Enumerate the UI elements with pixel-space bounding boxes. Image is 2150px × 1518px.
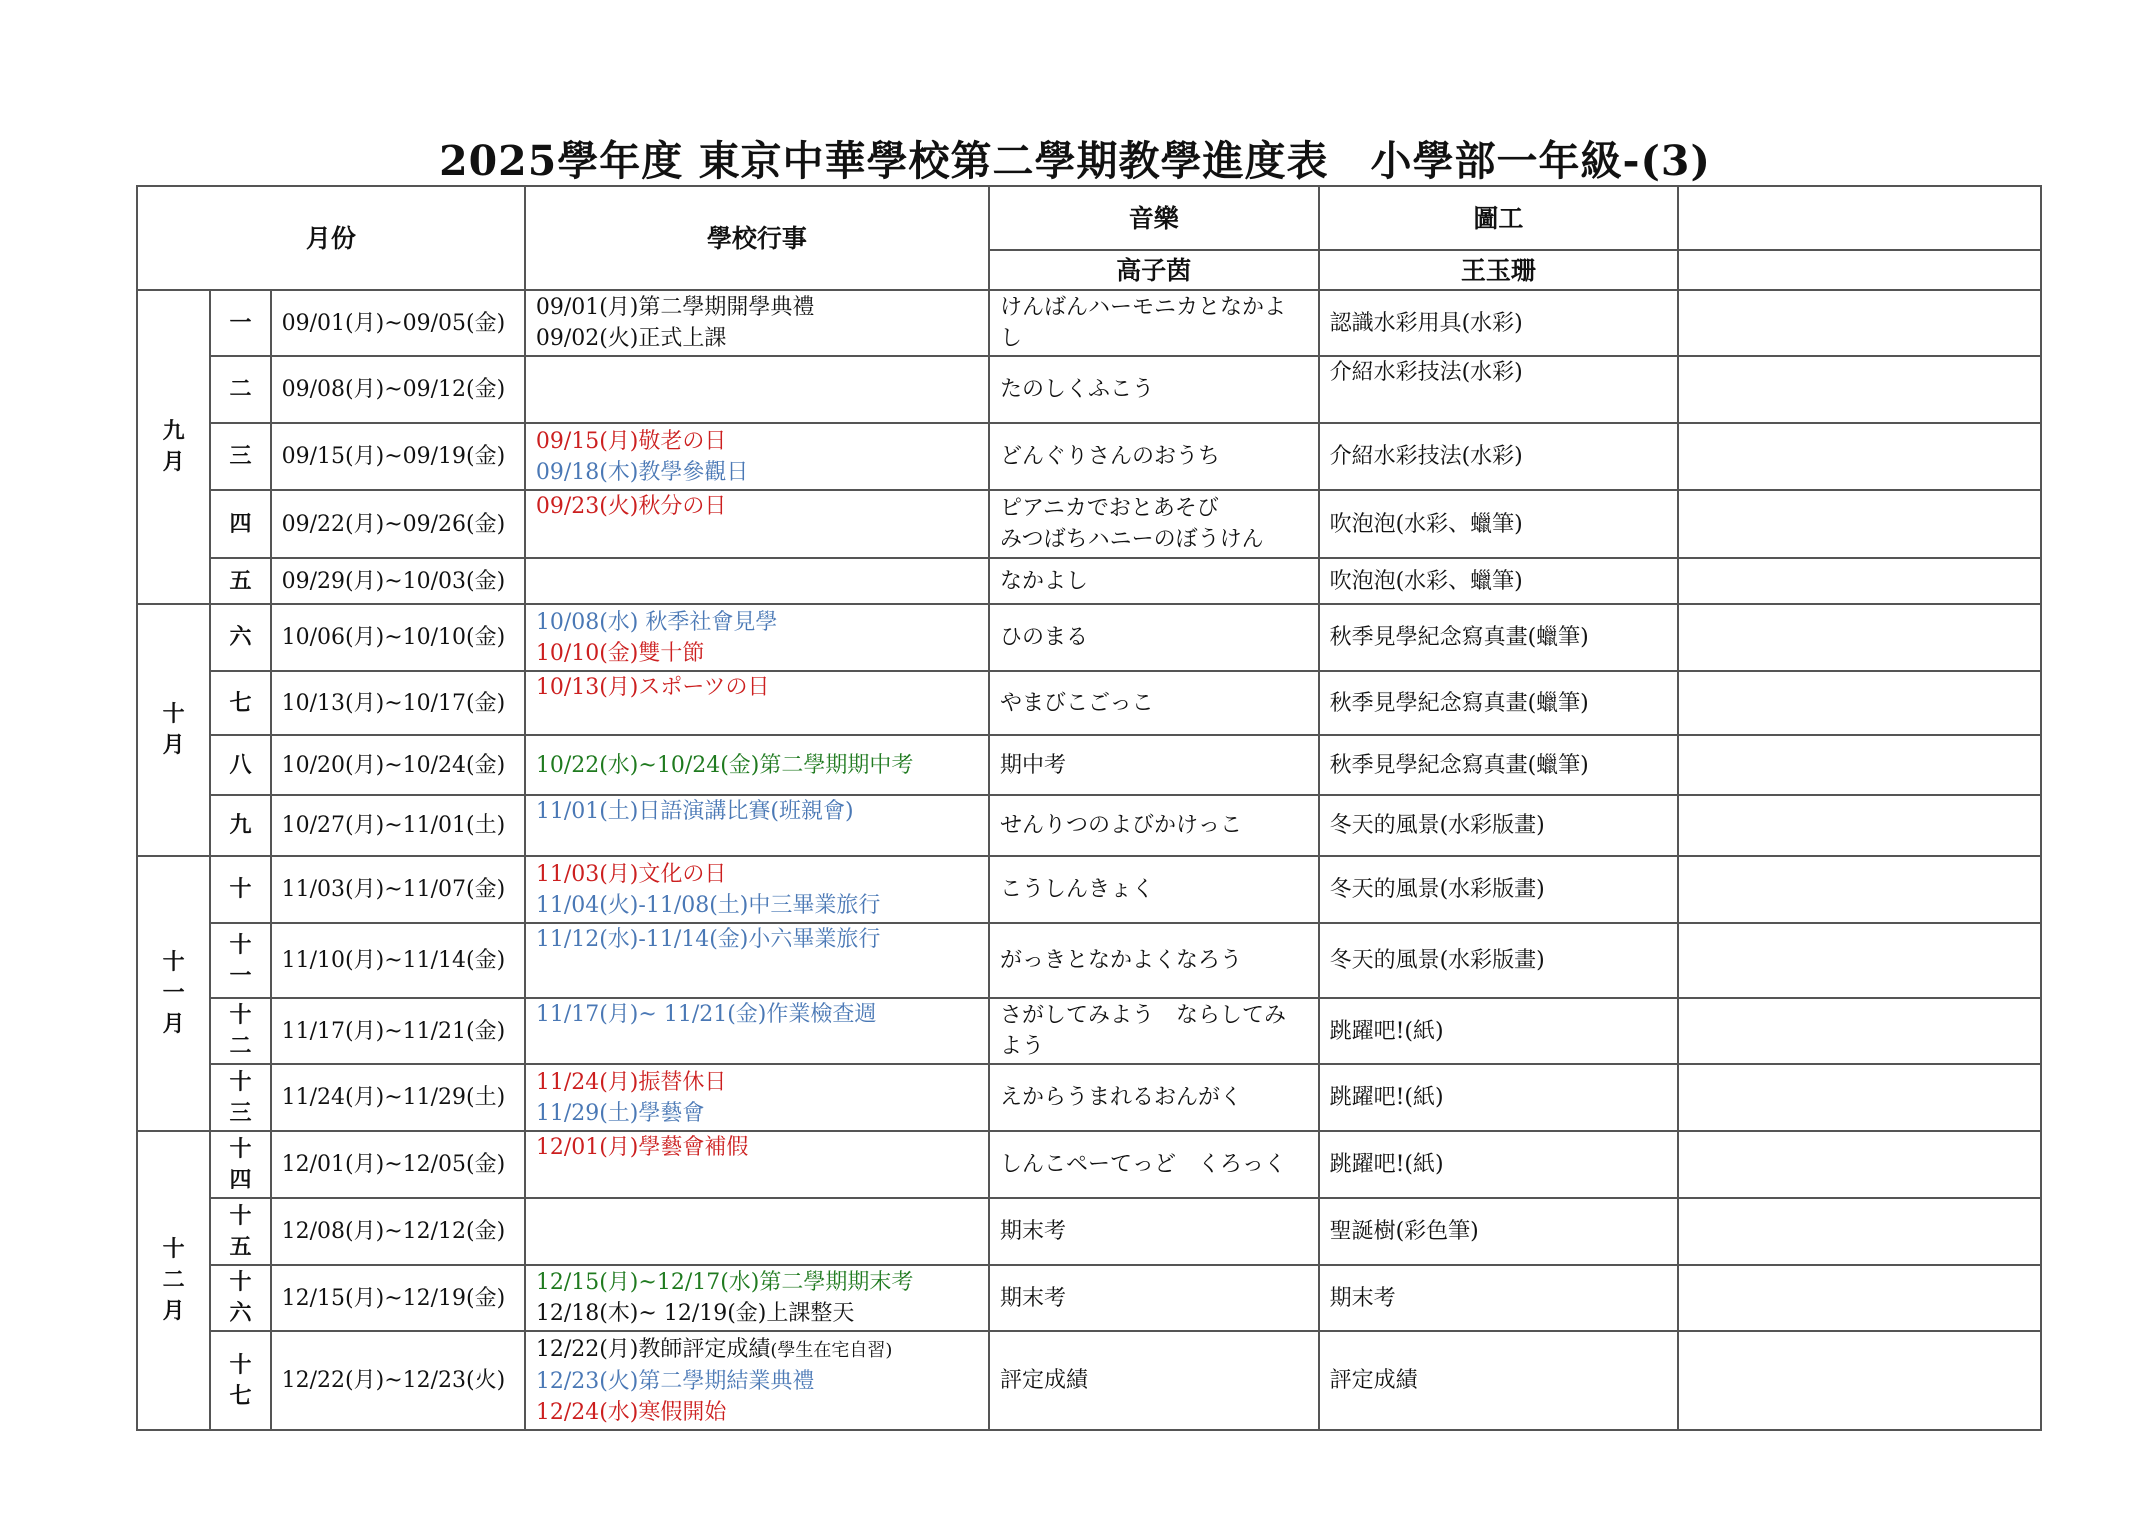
header-art-teacher: 王玉珊 (1319, 250, 1679, 290)
music-lesson: やまびこごっこ (989, 671, 1319, 735)
event-text: 09/01(月)第二學期開學典禮 (535, 295, 815, 320)
blank-cell (1678, 1331, 2041, 1430)
event-item (536, 1298, 978, 1329)
event-item (536, 859, 978, 890)
art-lesson: 秋季見學紀念寫真畫(蠟筆) (1319, 671, 1679, 735)
event-item (536, 1067, 978, 1098)
table-row (137, 290, 2041, 356)
event-item (536, 999, 978, 1030)
event-text: 11/01(土)日語演講比賽(班親會) (535, 799, 854, 824)
week-number: 十 四 (210, 1131, 270, 1198)
event-text: 10/10(金)雙十節 (535, 640, 705, 666)
music-lesson: けんばんハーモニカとなかよし (989, 290, 1319, 356)
event-text: 09/15(月)敬老の日 (535, 428, 727, 454)
school-events (525, 1064, 989, 1131)
date-range: 09/01(月)~09/05(金) (271, 290, 525, 356)
table-row (137, 558, 2041, 604)
music-lesson: さがしてみよう ならしてみよう (989, 998, 1319, 1064)
school-events (525, 356, 989, 423)
week-number: 十 一 (210, 923, 270, 998)
page-title: 2025學年度 東京中華學校第二學期教學進度表 小學部一年級-(3) (439, 137, 1711, 185)
event-text: 12/01(月)學藝會補假 (535, 1135, 749, 1160)
art-lesson: 評定成績 (1319, 1331, 1679, 1430)
table-row (137, 604, 2041, 671)
school-events (525, 423, 989, 490)
event-item (536, 607, 978, 638)
blank-cell (1678, 795, 2041, 856)
music-lesson: しんこペーてっど くろっく (989, 1131, 1319, 1198)
music-lesson: 期中考 (989, 735, 1319, 795)
event-item (536, 1132, 978, 1163)
table-row (137, 735, 2041, 795)
blank-cell (1678, 558, 2041, 604)
event-item (536, 457, 978, 488)
art-lesson: 介紹水彩技法(水彩) (1319, 423, 1679, 490)
week-number: 一 (210, 290, 270, 356)
music-lesson: たのしくふこう (989, 356, 1319, 423)
event-item (536, 890, 978, 921)
week-number: 十 七 (210, 1331, 270, 1430)
table-row (137, 1331, 2041, 1430)
blank-cell (1678, 290, 2041, 356)
header-blank (1678, 186, 2041, 250)
week-number: 十 (210, 856, 270, 923)
event-item (536, 1098, 978, 1129)
school-events (525, 490, 989, 558)
event-note: (學生在宅自習) (770, 1339, 893, 1361)
date-range: 10/20(月)~10/24(金) (271, 735, 525, 795)
month-cell: 十 二 月 (137, 1131, 210, 1430)
event-text: 10/08(水) 秋季社會見學 (535, 609, 778, 635)
week-number: 二 (210, 356, 270, 423)
week-number: 六 (210, 604, 270, 671)
date-range: 09/15(月)~09/19(金) (271, 423, 525, 490)
date-range: 11/10(月)~11/14(金) (271, 923, 525, 998)
schedule-table (136, 185, 2042, 1431)
music-lesson: なかよし (989, 558, 1319, 604)
header-music-teacher: 高子茵 (989, 250, 1319, 290)
blank-cell (1678, 1265, 2041, 1331)
music-lesson: ピアニカでおとあそび みつばちハニーのぼうけん (989, 490, 1319, 558)
event-item (536, 672, 978, 703)
event-text: 11/17(月)~ 11/21(金)作業檢查週 (535, 1002, 877, 1027)
event-text: 11/03(月)文化の日 (535, 861, 727, 887)
music-lesson: えからうまれるおんがく (989, 1064, 1319, 1131)
date-range: 09/22(月)~09/26(金) (271, 490, 525, 558)
header-music: 音樂 (989, 186, 1319, 250)
blank-cell (1678, 1064, 2041, 1131)
blank-cell (1678, 923, 2041, 998)
school-events (525, 1265, 989, 1331)
art-lesson: 認識水彩用具(水彩) (1319, 290, 1679, 356)
art-lesson: 跳躍吧!(紙) (1319, 998, 1679, 1064)
school-events (525, 856, 989, 923)
schedule-body (137, 290, 2041, 1430)
school-events (525, 923, 989, 998)
art-lesson: 跳躍吧!(紙) (1319, 1131, 1679, 1198)
art-lesson: 聖誕樹(彩色筆) (1319, 1198, 1679, 1265)
month-cell: 十 月 (137, 604, 210, 856)
art-lesson: 吹泡泡(水彩、蠟筆) (1319, 558, 1679, 604)
event-text: 10/13(月)スポーツの日 (535, 675, 770, 700)
music-lesson: こうしんきょく (989, 856, 1319, 923)
date-range: 12/15(月)~12/19(金) (271, 1265, 525, 1331)
month-cell: 十 一 月 (137, 856, 210, 1131)
music-lesson: 期末考 (989, 1265, 1319, 1331)
week-number: 五 (210, 558, 270, 604)
week-number: 九 (210, 795, 270, 856)
week-number: 十 五 (210, 1198, 270, 1265)
month-cell: 九 月 (137, 290, 210, 604)
school-events (525, 671, 989, 735)
event-text: 11/24(月)振替休日 (535, 1069, 727, 1095)
event-item (536, 1334, 978, 1366)
event-text: 11/29(土)學藝會 (535, 1100, 705, 1126)
date-range: 10/06(月)~10/10(金) (271, 604, 525, 671)
art-lesson: 期末考 (1319, 1265, 1679, 1331)
date-range: 09/08(月)~09/12(金) (271, 356, 525, 423)
event-item (536, 1366, 978, 1397)
date-range: 11/17(月)~11/21(金) (271, 998, 525, 1064)
event-text: 11/04(火)-11/08(土)中三畢業旅行 (535, 892, 881, 918)
event-item (536, 426, 978, 457)
table-row (137, 1265, 2041, 1331)
header-blank-sub (1678, 250, 2041, 290)
date-range: 11/03(月)~11/07(金) (271, 856, 525, 923)
music-lesson: せんりつのよびかけっこ (989, 795, 1319, 856)
music-lesson: 期末考 (989, 1198, 1319, 1265)
blank-cell (1678, 735, 2041, 795)
header-art: 圖工 (1319, 186, 1679, 250)
table-row (137, 671, 2041, 735)
week-number: 三 (210, 423, 270, 490)
school-events (525, 998, 989, 1064)
event-text: 12/23(火)第二學期結業典禮 (535, 1368, 815, 1394)
art-lesson: 冬天的風景(水彩版畫) (1319, 795, 1679, 856)
week-number: 八 (210, 735, 270, 795)
date-range: 10/13(月)~10/17(金) (271, 671, 525, 735)
school-events (525, 290, 989, 356)
week-number: 十 三 (210, 1064, 270, 1131)
table-row (137, 1131, 2041, 1198)
header-month: 月份 (137, 186, 525, 290)
blank-cell (1678, 1198, 2041, 1265)
date-range: 10/27(月)~11/01(土) (271, 795, 525, 856)
week-number: 十 二 (210, 998, 270, 1064)
event-item (536, 323, 978, 354)
week-number: 十 六 (210, 1265, 270, 1331)
art-lesson: 秋季見學紀念寫真畫(蠟筆) (1319, 735, 1679, 795)
school-events (525, 1131, 989, 1198)
table-row (137, 1064, 2041, 1131)
table-row (137, 856, 2041, 923)
table-row (137, 423, 2041, 490)
blank-cell (1678, 856, 2041, 923)
date-range: 12/22(月)~12/23(火) (271, 1331, 525, 1430)
week-number: 七 (210, 671, 270, 735)
event-item (536, 292, 978, 323)
school-events (525, 795, 989, 856)
event-text: 09/18(木)教學參觀日 (535, 459, 749, 485)
table-row (137, 923, 2041, 998)
art-lesson: 冬天的風景(水彩版畫) (1319, 923, 1679, 998)
table-row (137, 490, 2041, 558)
art-lesson: 介紹水彩技法(水彩) (1319, 356, 1679, 423)
event-text: 10/22(水)~10/24(金)第二學期期中考 (535, 752, 914, 778)
event-item (536, 796, 978, 827)
table-row (137, 795, 2041, 856)
school-events (525, 1198, 989, 1265)
date-range: 12/08(月)~12/12(金) (271, 1198, 525, 1265)
art-lesson: 吹泡泡(水彩、蠟筆) (1319, 490, 1679, 558)
event-text: 09/23(火)秋分の日 (535, 494, 727, 519)
blank-cell (1678, 1131, 2041, 1198)
music-lesson: がっきとなかよくなろう (989, 923, 1319, 998)
art-lesson: 秋季見學紀念寫真畫(蠟筆) (1319, 604, 1679, 671)
table-row (137, 356, 2041, 423)
school-events (525, 1331, 989, 1430)
blank-cell (1678, 604, 2041, 671)
date-range: 09/29(月)~10/03(金) (271, 558, 525, 604)
blank-cell (1678, 356, 2041, 423)
event-item (536, 1267, 978, 1298)
school-events (525, 604, 989, 671)
event-text: 12/24(水)寒假開始 (535, 1399, 727, 1425)
art-lesson: 跳躍吧!(紙) (1319, 1064, 1679, 1131)
art-lesson: 冬天的風景(水彩版畫) (1319, 856, 1679, 923)
event-item (536, 750, 978, 781)
event-item (536, 1397, 978, 1428)
event-text: 11/12(水)-11/14(金)小六畢業旅行 (535, 927, 881, 952)
blank-cell (1678, 490, 2041, 558)
week-number: 四 (210, 490, 270, 558)
event-item (536, 924, 978, 955)
event-text: 12/15(月)~12/17(水)第二學期期末考 (535, 1270, 914, 1295)
table-row (137, 1198, 2041, 1265)
date-range: 12/01(月)~12/05(金) (271, 1131, 525, 1198)
date-range: 11/24(月)~11/29(土) (271, 1064, 525, 1131)
school-events (525, 558, 989, 604)
table-row (137, 998, 2041, 1064)
header-events: 學校行事 (525, 186, 989, 290)
blank-cell (1678, 423, 2041, 490)
blank-cell (1678, 998, 2041, 1064)
music-lesson: どんぐりさんのおうち (989, 423, 1319, 490)
event-text: 12/22(月)教師評定成績 (535, 1336, 771, 1362)
event-text: 09/02(火)正式上課 (535, 326, 727, 351)
event-text: 12/18(木)~ 12/19(金)上課整天 (535, 1301, 855, 1326)
music-lesson: 評定成績 (989, 1331, 1319, 1430)
blank-cell (1678, 671, 2041, 735)
school-events (525, 735, 989, 795)
music-lesson: ひのまる (989, 604, 1319, 671)
event-item (536, 638, 978, 669)
event-item (536, 491, 978, 522)
